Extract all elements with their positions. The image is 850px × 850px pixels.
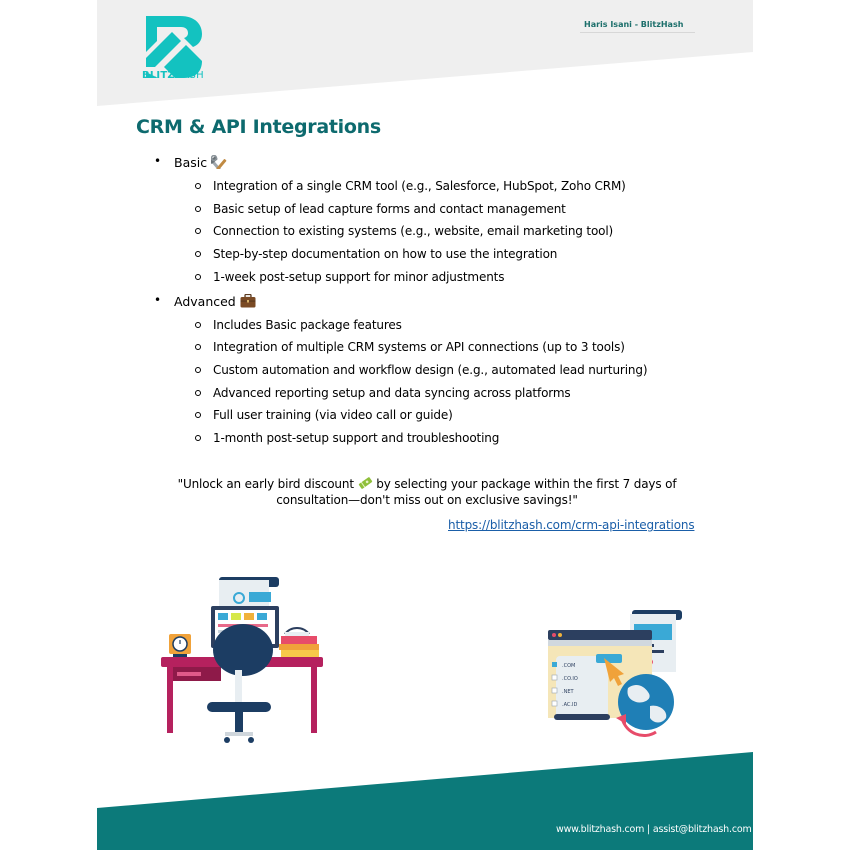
sub-bullet-icon xyxy=(195,251,201,257)
page-title: CRM & API Integrations xyxy=(136,116,381,138)
bullet-icon: • xyxy=(154,154,162,168)
sub-bullet-icon xyxy=(195,412,201,418)
sub-bullet-icon xyxy=(195,322,201,328)
sub-bullet-icon xyxy=(195,367,201,373)
sub-bullet-icon xyxy=(195,435,201,441)
sub-bullet-icon xyxy=(195,344,201,350)
sub-bullet-icon xyxy=(195,206,201,212)
briefcase-icon xyxy=(240,294,256,308)
author-line: Haris Isani - BlitzHash xyxy=(584,20,684,29)
brand-wordmark: BLITZHASH xyxy=(142,70,204,81)
author-divider xyxy=(580,32,695,33)
sub-bullet-icon xyxy=(195,274,201,280)
footer-contact: www.blitzhash.com | assist@blitzhash.com xyxy=(556,824,752,835)
svg-text:.AC.ID: .AC.ID xyxy=(562,702,578,708)
package-name: Basic xyxy=(174,155,208,170)
footer-band xyxy=(97,752,753,850)
promo-text: "Unlock an early bird discount by selecting your package within the first 7 days of consultation—don't miss out on exclusive savings!" xyxy=(177,477,677,507)
desk-workspace-illustration xyxy=(161,572,327,748)
hammer-and-wrench-icon xyxy=(211,155,227,169)
bullet-icon: • xyxy=(154,293,162,307)
sub-bullet-icon xyxy=(195,183,201,189)
sub-bullet-icon xyxy=(195,228,201,234)
svg-text:.CO.IO: .CO.IO xyxy=(562,676,578,682)
sub-bullet-icon xyxy=(195,390,201,396)
ticket-icon xyxy=(358,476,373,490)
domain-globe-illustration xyxy=(544,606,690,748)
package-name: Advanced xyxy=(174,294,236,309)
crm-integrations-link[interactable]: https://blitzhash.com/crm-api-integrations xyxy=(448,518,695,532)
svg-text:.COM: .COM xyxy=(562,663,576,669)
svg-text:.NET: .NET xyxy=(562,689,574,695)
document-page: BLITZHASH Haris Isani - BlitzHash CRM & API Integrations • Basic Integration of a single CRM tool (e.g., Salesforce, HubSpot, Zoho CRM) Basic setup of lead capture forms and contact management Connection to existing systems (e.g., website, email marketing tool) Step-by-step documentation on how to use the integration 1-week post-setup support for minor adjustments • Advanced Includes Basic package features Integration of multiple CRM systems or API connections (up to 3 tools) Custom automation and workflow design (e.g., automated lead nurturing) Advanced reporting setup and data syncing across platforms Full user training (via video call or guide) 1-month post-setup support and troubleshooting "Unlock an early bird discount by selecting your package within the first 7 days of consultation—don't miss out on exclusive savings!" https://blitzhash.com/crm-api-integrations .COM .CO.IO .NET .AC.ID www.blitzhash.com | assist@blitzhash.com xyxy=(97,0,753,850)
